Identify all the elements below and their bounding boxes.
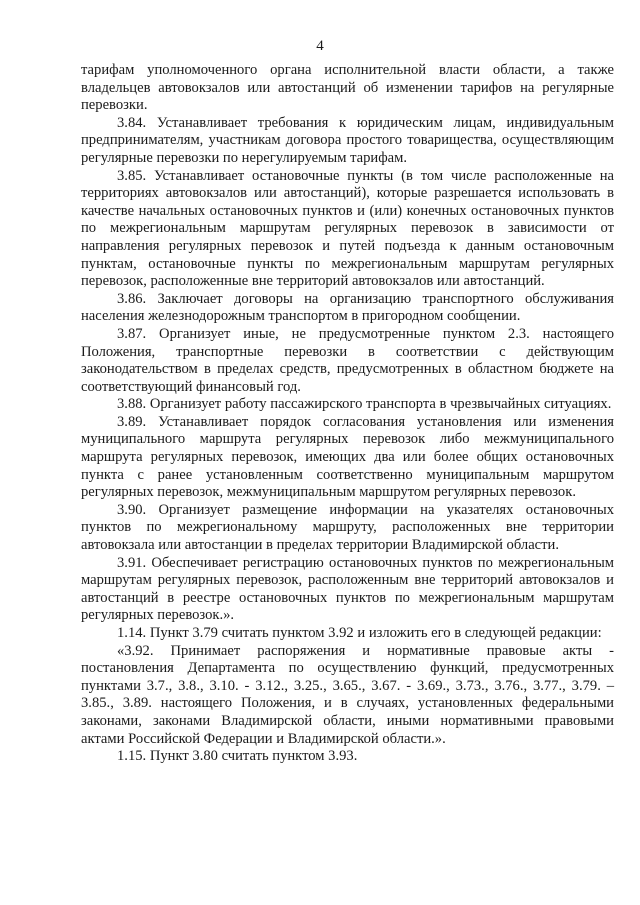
paragraph-3-84: 3.84. Устанавливает требования к юридическим лицам, индивидуальным предпринимателям, участникам договора простого товарищества, осуществляющим регулярные перевозки по нерегулируемым тарифам. — [81, 114, 614, 166]
paragraph-3-92-quote: «3.92. Принимает распоряжения и нормативные правовые акты - постановления Департамента по осуществлению функций, предусмотренных пунктами 3.7., 3.8., 3.10. - 3.12., 3.25., 3.65., 3.67. - 3.69., 3.73., 3.76., 3.77., 3.79. – 3.85., 3.89. настоящего Положения, и в случаях, установленных федеральными законами, законами Владимирской области, иными нормативными правовыми актами Российской Федерации и Владимирской области.». — [81, 642, 614, 747]
page-number: 4 — [316, 38, 324, 54]
paragraph-3-90: 3.90. Организует размещение информации на указателях остановочных пунктов по межрегиональному маршруту, расположенных вне территории автовокзала или автостанции в пределах территории Владимирской области. — [81, 501, 614, 554]
paragraph-1-14: 1.14. Пункт 3.79 считать пунктом 3.92 и изложить его в следующей редакции: — [117, 625, 602, 641]
paragraph-3-88: 3.88. Организует работу пассажирского транспорта в чрезвычайных ситуациях. — [117, 396, 612, 413]
paragraph-3-87: 3.87. Организует иные, не предусмотренные пунктом 2.3. настоящего Положения, транспортные перевозки в соответствии с действующим законодательством в пределах средств, предусмотренных в областном бюджете на соответствующий финансовый год. — [81, 325, 614, 395]
paragraph-1-15: 1.15. Пункт 3.80 считать пунктом 3.93. — [117, 748, 358, 765]
paragraph-3-91: 3.91. Обеспечивает регистрацию остановочных пунктов по межрегиональным маршрутам регулярных перевозок, расположенным вне территорий автовокзалов и автостанций в реестре остановочных пунктов по межрегиональным маршрутам регулярных перевозок.». — [81, 554, 614, 624]
paragraph-3-89: 3.89. Устанавливает порядок согласования установления или изменения муниципального маршрута регулярных перевозок либо межмуниципального маршрута регулярных перевозок, имеющих два или более общих остановочных пункта с ранее установленным соответственно муниципальным маршрутом регулярных перевозок, межмуниципальным маршрутом регулярных перевозок. — [81, 413, 614, 501]
document-body — [81, 62, 614, 766]
paragraph-continuation: тарифам уполномоченного органа исполнительной власти области, а также владельцев автовокзалов или автостанций об изменении тарифов на регулярные перевозки. — [81, 62, 614, 114]
paragraph-3-85: 3.85. Устанавливает остановочные пункты (в том числе расположенные на территориях автовокзалов или автостанций), которые разрешается использовать в качестве начальных остановочных пунктов и (или) конечных остановочных пунктов по межрегиональным маршрутам регулярных перевозок в зависимости от направления регулярных перевозок и путей подъезда к данным остановочным пунктам, остановочные пункты по межрегиональным маршрутам регулярных перевозок, расположенные вне территорий автовокзалов или автостанций. — [81, 167, 614, 290]
paragraph-3-86: 3.86. Заключает договоры на организацию транспортного обслуживания населения железнодорожным транспортом в пригородном сообщении. — [81, 290, 614, 325]
